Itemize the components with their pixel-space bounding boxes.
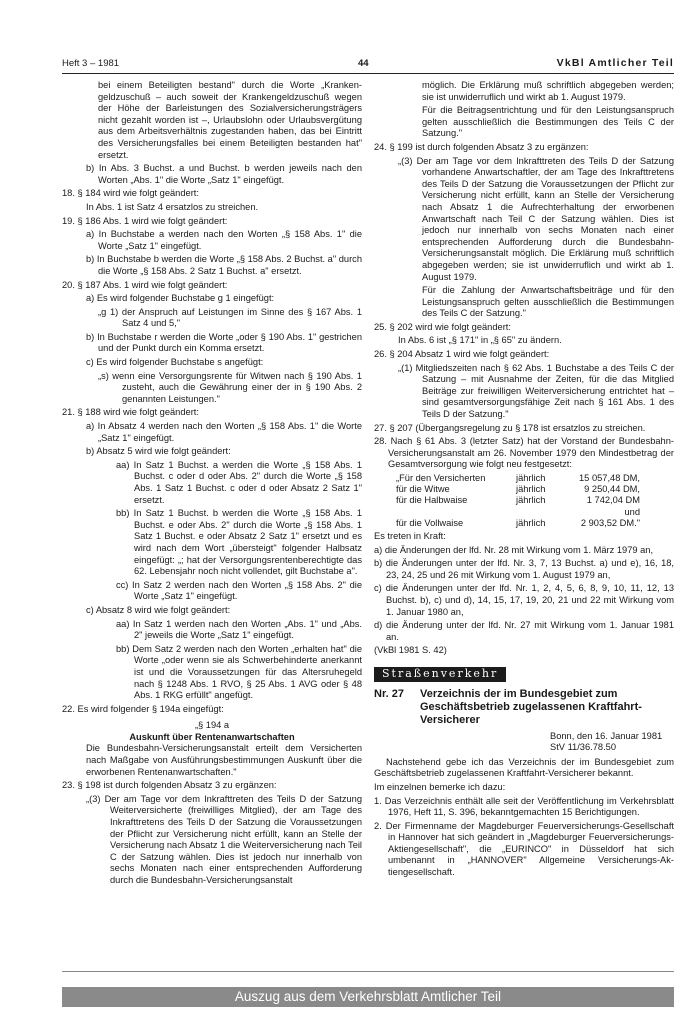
period-cell: jährlich xyxy=(516,484,546,495)
paragraph: a) In Absatz 4 werden nach den Worten „§ 158 Abs. 1" die Worte „Satz 1" eingefügt. xyxy=(86,421,362,443)
paragraph: a) In Buchstabe a werden nach den Worten „§ 158 Abs. 1" die Worte „Satz 1" eingefügt. xyxy=(86,229,362,251)
table-row xyxy=(374,495,674,517)
paragraph: Für die Beitragsentrichtung und für den Leistungsanspruch gelten ausschließlich die Bestimmungen des Teils C der Satzung." xyxy=(422,105,674,139)
right-column-items xyxy=(374,80,674,471)
section-194a-number: „§ 194 a xyxy=(194,720,230,731)
recipient-cell: „Für den Versicherten xyxy=(396,473,486,483)
paragraph: d) die Änderung unter der lfd. Nr. 27 mit Wirkung vom 1. Januar 1981 an. xyxy=(374,620,674,642)
section-194a-title: Auskunft über Rentenanwartschaften xyxy=(129,731,295,742)
left-column-items xyxy=(62,80,362,715)
amount-cell: 9 250,44 DM, xyxy=(584,484,640,495)
issue-label: Heft 3 – 1981 xyxy=(62,58,120,69)
right-column xyxy=(374,80,674,881)
dateline-reference: StV 11/36.78.50 xyxy=(550,742,616,753)
recipient-cell: für die Vollwaise xyxy=(396,517,464,528)
paragraph: a) die Änderungen der lfd. Nr. 28 mit Wirkung vom 1. März 1979 an, xyxy=(374,544,654,555)
paragraph: In Abs. 1 ist Satz 4 ersatzlos zu streichen. xyxy=(86,201,259,212)
left-column-items-2 xyxy=(62,780,362,886)
announcement-title: Verzeichnis der im Bundesgebiet zum Geschäftsbetrieb zugelassenen Kraftfahrt-Versicherer xyxy=(420,687,642,726)
paragraph: 26. § 204 Absatz 1 wird wie folgt geändert: xyxy=(374,349,550,360)
paragraph: 20. § 187 Abs. 1 wird wie folgt geändert: xyxy=(62,279,228,290)
footer-banner: Auszug aus dem Verkehrsblatt Amtlicher Teil xyxy=(62,987,674,1007)
paragraph: c) Absatz 8 wird wie folgt geändert: xyxy=(86,604,231,615)
pension-minimum-table xyxy=(374,473,674,529)
paragraph: „g 1) der Anspruch auf Leistungen im Sinne des § 167 Abs. 1 Satz 4 und 5," xyxy=(98,306,362,329)
paragraph: cc) In Satz 2 werden nach den Worten „§ 158 Abs. 2" die Worte „Satz 1" eingefügt. xyxy=(116,579,362,602)
paragraph: Nachstehend gebe ich das Verzeichnis der im Bundesgebiet zum Geschäftsbetrieb zugelassenen Kraftfahrt-Versicherer bekannt. xyxy=(374,756,674,779)
paragraph: 19. § 186 Abs. 1 wird wie folgt geändert: xyxy=(62,215,228,226)
publication-title: VkBl Amtlicher Teil xyxy=(556,57,674,69)
amount-cell: 2 903,52 DM." xyxy=(580,517,640,528)
paragraph: c) die Änderungen unter der lfd. Nr. 1, 2, 4, 5, 6, 8, 9, 10, 11, 12, 13 Buchst. b), c) und d), 14, 15, 17, 19, 20, 21 und 22 mit Wirkung vom 1. Januar 1980 an, xyxy=(374,583,674,617)
paragraph: 24. § 199 ist durch folgenden Absatz 3 zu ergänzen: xyxy=(374,141,589,152)
paragraph: In Abs. 6 ist „§ 171" in „§ 65" zu ändern. xyxy=(398,335,562,346)
paragraph: Im einzelnen bemerke ich dazu: xyxy=(374,781,506,792)
paragraph: „(1) Mitgliedszeiten nach § 62 Abs. 1 Buchstabe a des Teils C der Satzung – mit Ausnahme der Zeiten, für die das Mitglied Beiträge zur freiwilligen Weiterversicherung entrichtet hat – sind gesamtversorgungsfähige Zeit nach § 161 Abs. 1 des Teils D der Satzung." xyxy=(398,362,674,420)
period-cell: jährlich xyxy=(516,517,546,528)
paragraph: 1. Das Verzeichnis enthält alle seit der Veröffentlichung im Verkehrsblatt 1976, Heft 11, S. 396, bekanntgemachten 15 Berichtigungen. xyxy=(374,795,674,818)
recipient-cell: für die Halbwaise xyxy=(396,495,468,506)
paragraph: Es treten in Kraft: xyxy=(374,531,446,542)
amount-cell: 1 742,04 DM und xyxy=(586,495,640,517)
paragraph: 28. Nach § 61 Abs. 3 (letzter Satz) hat der Vorstand der Bundesbahn-Versicherungsanstalt am 26. November 1979 den Mindestbetrag der Gesamtversorgung wie folgt neu festgesetzt: xyxy=(374,436,674,470)
paragraph: bb) Dem Satz 2 werden nach den Worten „erhalten hat" die Worte „oder wenn sie als Schwerbehinderte anerkannt ist und die Voraussetzungen für das Altersruhegeld nach § 1248 Abs. 1 RVO, § 25 Abs. 1 AVG oder § 48 Abs. 1 RKG erfüllt" angefügt. xyxy=(116,643,362,701)
paragraph: bei einem Beteiligten bestand" durch die Worte „Krankengeldzuschuß – auch soweit der Krankengeldzuschuß wegen der Höhe der Barleistungen des Sozialversicherungsträgers nicht gezahlt worden ist –, Urlaubslohn oder Urlaubsvergütung aus dem Arbeitsverhältnis zugestanden haben, das bei Eintritt des Versicherungsfalles bei einem Beteiligten bestanden hat" ersetzt. xyxy=(98,80,362,160)
recipient-cell: für die Witwe xyxy=(396,484,450,495)
paragraph: 21. § 188 wird wie folgt geändert: xyxy=(62,407,199,418)
paragraph: „(3) Der am Tage vor dem Inkrafttreten des Teils D der Satzung vorhandene Anwartschaftler, der am Tage des Inkrafttretens des Teils D der Satzung die Voraussetzungen der Pflicht zur Versicherung nicht erfüllt, kann an Stelle der Versicherung nach Absatz 1 die Aufrechterhaltung der erworbenen Anwartschaft nach Teil C der Satzung wählen. Dies ist jedoch nur innerhalb von sechs Monaten nach einer entsprechenden Aufforderung durch die Bundesbahn-Versicherungsanstalt möglich. Die Erklärung muß schriftlich abgegeben werden; sie ist unwiderruflich und wirkt ab 1. August 1979. xyxy=(398,155,674,282)
period-cell: jährlich xyxy=(516,473,546,483)
section-banner: Straßenverkehr xyxy=(374,667,506,682)
table-row xyxy=(374,518,674,529)
paragraph: 2. Der Firmenname der Magdeburger Feuerversicherungs-Gesellschaft in Hannover hat sich geändert in „Magdeburger Feuerversicherungs-Aktiengesellschaft", die „EURINCO" in Düsseldorf hat sich umbenannt in „HANNOVER" Allgemeine Versicherungs-Aktiengesellschaft. xyxy=(374,820,674,878)
announcement-body xyxy=(374,757,674,879)
paragraph: a) Es wird folgender Buchstabe g 1 eingefügt: xyxy=(86,293,275,304)
paragraph: 23. § 198 ist durch folgenden Absatz 3 zu ergänzen: xyxy=(62,780,277,791)
paragraph: 22. Es wird folgender § 194a eingefügt: xyxy=(62,703,224,714)
header-rule xyxy=(62,73,674,74)
paragraph: b) In Abs. 3 Buchst. a und Buchst. b werden jeweils nach den Worten „Abs. 1" die Worte „Satz 1" eingefügt. xyxy=(86,163,362,185)
paragraph: „(3) Der am Tage vor dem Inkrafttreten des Teils D der Satzung Weiterversicherte (freiwilliges Mitglied), der am Tage des Inkrafttretens des Teils D der Satzung die Voraussetzungen der Pflicht zur Versicherung nicht erfüllt, kann an Stelle der Versicherung nach Absatz 1 die Weiterversicherung nach Teil C der Satzung wählen. Dies ist jedoch nur innerhalb von sechs Monaten nach einer entsprechenden Aufforderung durch die Bundesbahn-Versicherungsanstalt xyxy=(86,793,362,885)
footer-rule xyxy=(62,971,674,972)
table-row xyxy=(374,473,674,484)
page-number: 44 xyxy=(358,58,369,69)
announcement-number: Nr. 27 xyxy=(374,687,404,700)
left-column xyxy=(62,80,362,889)
section-194a-body: Die Bundesbahn-Versicherungsanstalt erteilt dem Versicherten nach Maßgabe von Ausführungsbestimmungen Auskunft über die erworbenen Rentenanwartschaften." xyxy=(86,743,362,777)
right-column-items-2 xyxy=(374,531,674,657)
paragraph: 27. § 207 (Übergangsregelung zu § 178 ist ersatzlos zu streichen. xyxy=(374,422,646,433)
paragraph: Für die Zahlung der Anwartschaftsbeiträge und für den Leistungsanspruch gelten ausschließlich die Bestimmungen des Teils C der Satzung." xyxy=(422,285,674,319)
table-row xyxy=(374,484,674,495)
paragraph: 25. § 202 wird wie folgt geändert: xyxy=(374,321,511,332)
amount-cell: 15 057,48 DM, xyxy=(579,473,640,483)
page-header xyxy=(62,56,674,74)
paragraph: aa) In Satz 1 werden nach den Worten „Abs. 1" und „Abs. 2" jeweils die Worte „Satz 1" eingefügt. xyxy=(116,618,362,641)
announcement-heading xyxy=(374,688,674,727)
paragraph: bb) In Satz 1 Buchst. b werden die Worte „§ 158 Abs. 1 Buchst. e oder Abs. 2" durch die Worte „§ 158 Abs. 1 Satz 1 Buchst. e oder Absatz 2 Satz 1" ersetzt und es wird nach dem Wort „übersteigt" folgender Halbsatz eingefügt: „; hat der Versorgungsrentenberechtigte das 62. Lebensjahr noch nicht vollendet, gilt Buchstabe a". xyxy=(116,508,362,577)
dateline-place: Bonn, den 16. Januar 1981 xyxy=(550,730,663,741)
paragraph: b) In Buchstabe b werden die Worte „§ 158 Abs. 2 Buchst. a" durch die Worte „§ 158 Abs. 2 Satz 1 Buchst. a" ersetzt. xyxy=(86,254,362,276)
paragraph: c) Es wird folgender Buchstabe s angefügt: xyxy=(86,357,264,368)
paragraph: b) In Buchstabe r werden die Worte „oder § 190 Abs. 1" gestrichen und der Punkt durch ein Komma ersetzt. xyxy=(86,331,362,354)
paragraph: b) die Änderungen unter der lfd. Nr. 3, 7, 13 Buchst. a) und e), 16, 18, 23, 24, 25 und 26 mit Wirkung vom 1. August 1979 an, xyxy=(374,558,674,580)
paragraph: b) Absatz 5 wird wie folgt geändert: xyxy=(86,446,231,457)
paragraph: aa) In Satz 1 Buchst. a werden die Worte „§ 158 Abs. 1 Buchst. c oder d oder Abs. 2" durch die Worte „§ 158 Abs. 1 Satz 1 Buchst. c oder d oder Absatz 2 Satz 1" ersetzt. xyxy=(116,459,362,505)
paragraph: möglich. Die Erklärung muß schriftlich abgegeben werden; sie ist unwiderruflich und wirkt ab 1. August 1979. xyxy=(422,80,674,102)
paragraph: 18. § 184 wird wie folgt geändert: xyxy=(62,188,199,199)
paragraph: (VkBl 1981 S. 42) xyxy=(374,645,447,656)
period-cell: jährlich xyxy=(516,495,546,506)
paragraph: „s) wenn eine Versorgungsrente für Witwen nach § 190 Abs. 1 zusteht, auch die Gewährung einer der in § 190 Abs. 2 genannten Leistungen." xyxy=(98,370,362,404)
